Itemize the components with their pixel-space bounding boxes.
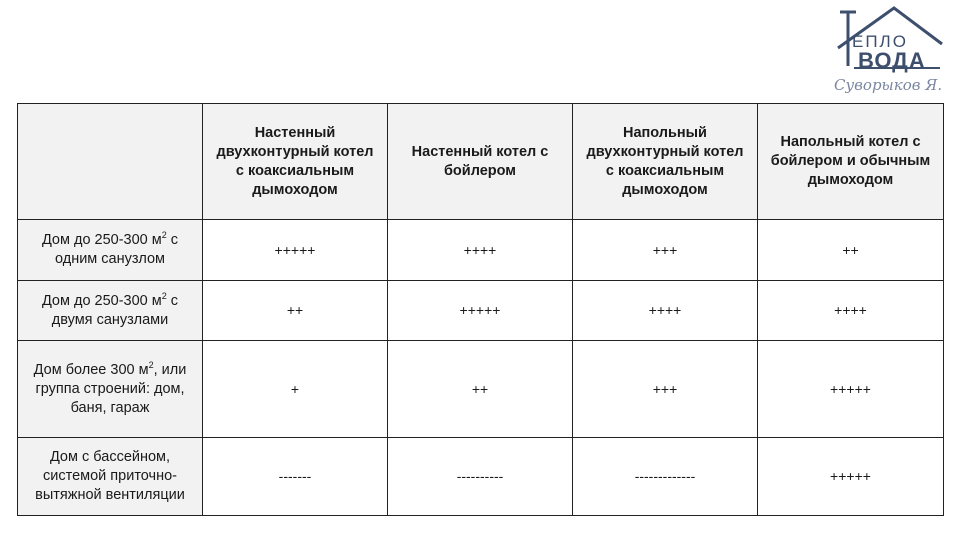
comparison-table [17,103,944,516]
corner-cell [18,104,203,220]
rating-cell: +++++ [203,220,388,281]
logo-text-top: ЕПЛО [852,32,908,51]
rating-cell: +++++ [758,341,944,438]
row-label: Дом до 250-300 $м^2$ с одним санузлом [18,220,203,281]
row-label: Дом более 300 $м^2$, или группа строений: дом, баня, гараж [18,341,203,438]
rating-cell: ++ [758,220,944,281]
rating-cell: +++ [573,341,758,438]
column-header: Настенный котел с бойлером [388,104,573,220]
row-label: Дом с бассейном, системой приточно-вытяжной вентиляции [18,438,203,516]
rating-cell: ------------- [573,438,758,516]
rating-cell: ++++ [573,281,758,341]
rating-cell: +++ [573,220,758,281]
rating-cell: ++++ [758,281,944,341]
rating-cell: + [203,341,388,438]
table-row [18,220,944,281]
rating-cell: +++++ [758,438,944,516]
column-header: Настенный двухконтурный котел с коаксиальным дымоходом [203,104,388,220]
rating-cell: ++ [203,281,388,341]
brand-logo [832,4,950,102]
table-row [18,281,944,341]
rating-cell: ++ [388,341,573,438]
rating-cell: +++++ [388,281,573,341]
rating-cell: ++++ [388,220,573,281]
rating-cell: ---------- [388,438,573,516]
column-header: Напольный двухконтурный котел с коаксиальным дымоходом [573,104,758,220]
column-header: Напольный котел с бойлером и обычным дымоходом [758,104,944,220]
logo-text-bottom: ВОДА [858,48,926,73]
rating-cell: ------- [203,438,388,516]
table-row [18,341,944,438]
table-row [18,438,944,516]
row-label: Дом до 250-300 $м^2$ с двумя санузлами [18,281,203,341]
table-header-row [18,104,944,220]
logo-signature: Суворыков Я. [834,76,943,94]
